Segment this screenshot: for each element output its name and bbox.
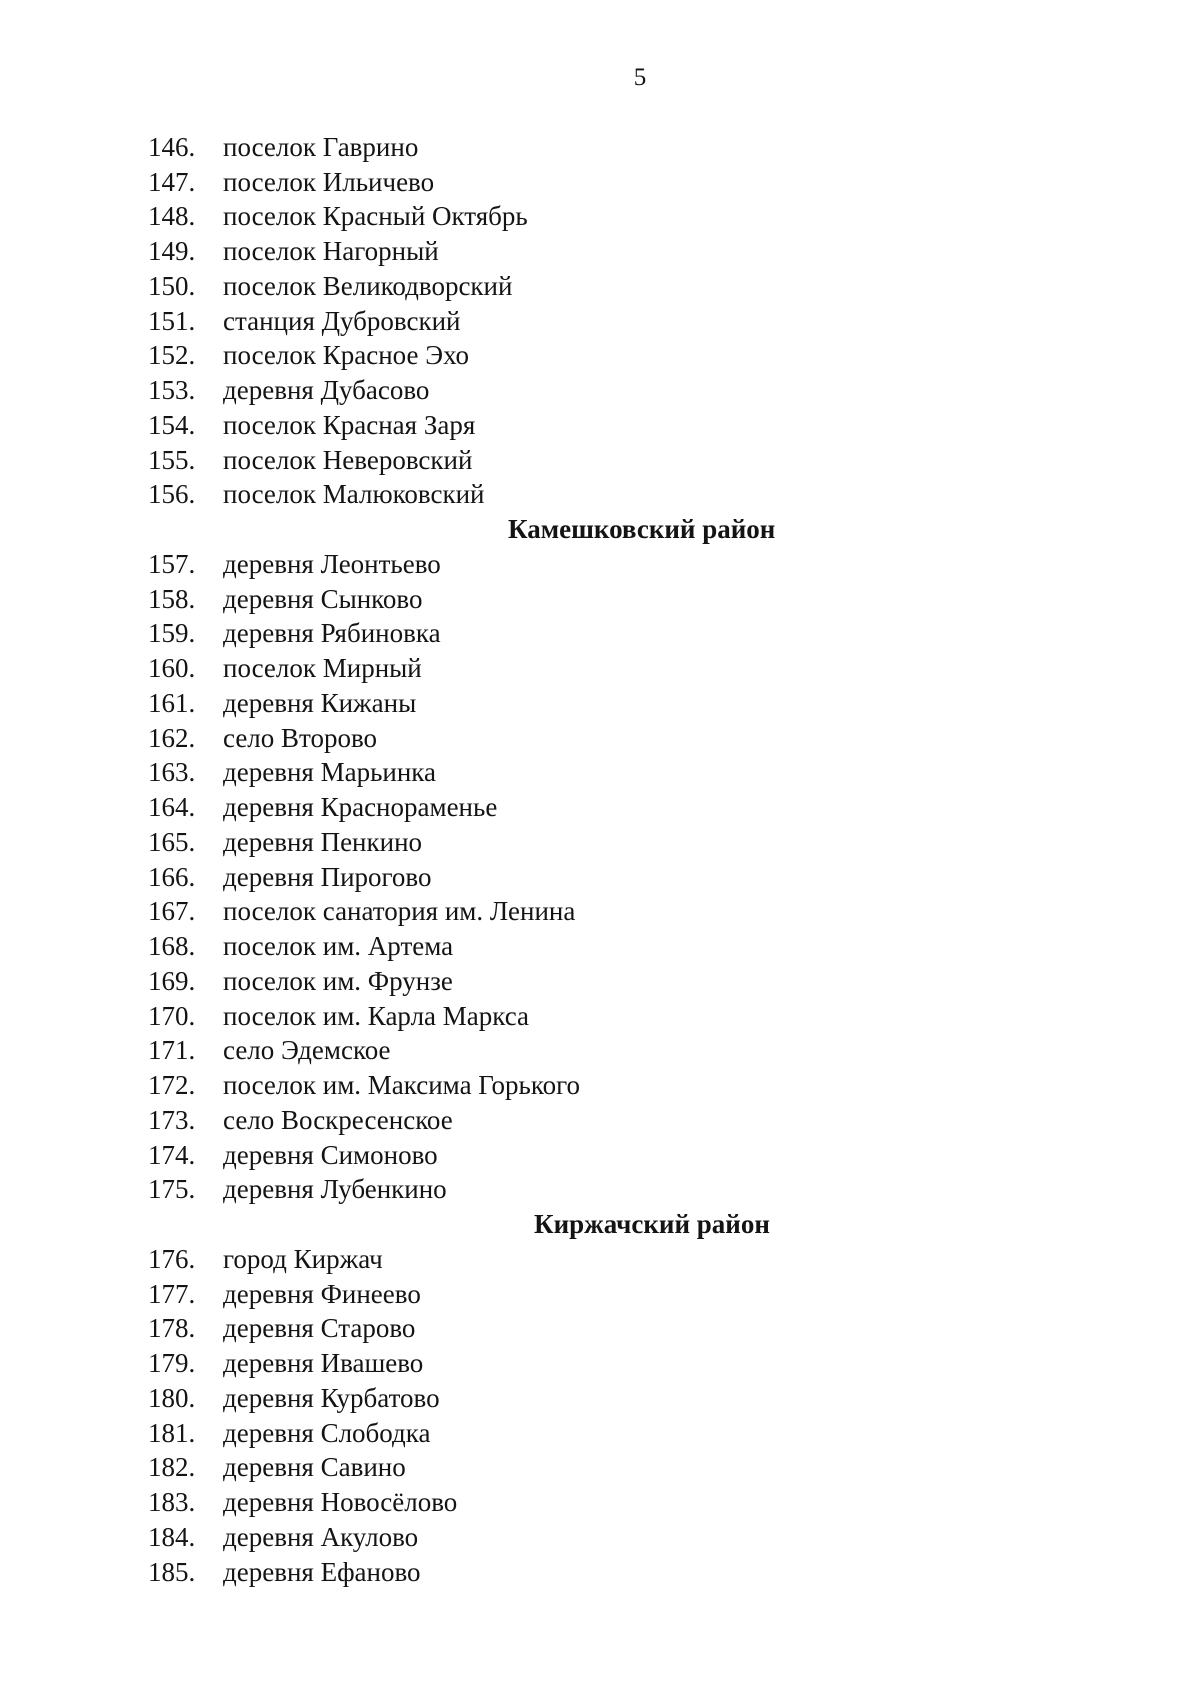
item-number: 180. <box>148 1382 196 1413</box>
item-number: 151. <box>148 305 196 336</box>
item-text: деревня Ивашево <box>223 1348 424 1379</box>
item-text: деревня Акулово <box>223 1521 419 1552</box>
item-text: поселок Нагорный <box>223 236 439 267</box>
item-text: деревня Пирогово <box>223 861 432 892</box>
list-item <box>148 1520 1048 1555</box>
list-item <box>148 269 1048 304</box>
list-item <box>148 1555 1048 1590</box>
list-item <box>148 1138 1048 1173</box>
item-number: 154. <box>148 409 196 440</box>
list-item <box>148 860 1048 895</box>
list-item <box>148 373 1048 408</box>
item-number: 149. <box>148 236 196 267</box>
list-item <box>148 895 1048 930</box>
item-number: 162. <box>148 722 196 753</box>
list-item <box>148 1451 1048 1486</box>
list-item <box>148 1416 1048 1451</box>
list-item <box>148 1242 1048 1277</box>
item-number: 176. <box>148 1243 196 1274</box>
list-item <box>148 547 1048 582</box>
item-number: 160. <box>148 653 196 684</box>
item-number: 167. <box>148 896 196 927</box>
list-item <box>148 1068 1048 1103</box>
item-number: 150. <box>148 270 196 301</box>
item-text: село Второво <box>223 722 378 753</box>
list-item <box>148 756 1048 791</box>
list-item <box>148 1034 1048 1069</box>
list-item <box>148 304 1048 339</box>
item-text: поселок Неверовский <box>223 444 473 475</box>
item-text: поселок Гаврино <box>223 131 419 162</box>
item-text: поселок Великодворский <box>223 270 513 301</box>
item-number: 181. <box>148 1417 196 1448</box>
list-item <box>148 686 1048 721</box>
item-text: деревня Слободка <box>223 1417 431 1448</box>
item-text: деревня Старово <box>223 1313 416 1344</box>
list-item <box>148 1103 1048 1138</box>
item-number: 148. <box>148 201 196 232</box>
item-text: село Воскресенское <box>223 1104 453 1135</box>
list-item <box>148 130 1048 165</box>
item-text: деревня Новосёлово <box>223 1487 458 1518</box>
list-item <box>148 200 1048 235</box>
item-text: деревня Сынково <box>223 583 423 614</box>
item-number: 172. <box>148 1070 196 1101</box>
settlement-list <box>148 130 1048 1590</box>
item-text: поселок им. Карла Маркса <box>223 1000 530 1031</box>
item-text: деревня Марьинка <box>223 757 436 788</box>
list-item <box>148 582 1048 617</box>
item-number: 152. <box>148 340 196 371</box>
item-text: деревня Ефаново <box>223 1556 421 1587</box>
item-text: поселок им. Максима Горького <box>223 1070 580 1101</box>
item-text: поселок Красный Октябрь <box>223 201 528 232</box>
item-number: 183. <box>148 1487 196 1518</box>
list-item <box>148 165 1048 200</box>
item-text: поселок Мирный <box>223 653 422 684</box>
item-text: поселок Красное Эхо <box>223 340 470 371</box>
item-text: деревня Леонтьево <box>223 548 441 579</box>
item-number: 173. <box>148 1104 196 1135</box>
list-item <box>148 443 1048 478</box>
list-item <box>148 964 1048 999</box>
list-item <box>148 408 1048 443</box>
item-number: 158. <box>148 583 196 614</box>
item-number: 164. <box>148 792 196 823</box>
list-item <box>148 617 1048 652</box>
item-number: 155. <box>148 444 196 475</box>
list-item <box>148 790 1048 825</box>
item-number: 174. <box>148 1139 196 1170</box>
item-number: 156. <box>148 479 196 510</box>
item-text: поселок им. Артема <box>223 931 454 962</box>
item-number: 168. <box>148 931 196 962</box>
item-number: 184. <box>148 1521 196 1552</box>
item-number: 147. <box>148 166 196 197</box>
list-item <box>148 234 1048 269</box>
item-text: поселок Ильичево <box>223 166 435 197</box>
list-item <box>148 1312 1048 1347</box>
item-text: поселок санатория им. Ленина <box>223 896 576 927</box>
item-number: 153. <box>148 375 196 406</box>
list-item <box>148 1277 1048 1312</box>
list-item <box>148 1346 1048 1381</box>
item-text: город Киржач <box>223 1243 383 1274</box>
item-number: 170. <box>148 1000 196 1031</box>
item-text: поселок им. Фрунзе <box>223 965 453 996</box>
item-text: деревня Рябиновка <box>223 618 441 649</box>
item-number: 177. <box>148 1278 196 1309</box>
item-number: 169. <box>148 965 196 996</box>
item-text: деревня Пенкино <box>223 826 423 857</box>
item-number: 178. <box>148 1313 196 1344</box>
list-item <box>148 929 1048 964</box>
item-text: поселок Малюковский <box>223 479 485 510</box>
item-text: деревня Курбатово <box>223 1382 440 1413</box>
item-number: 163. <box>148 757 196 788</box>
item-number: 185. <box>148 1556 196 1587</box>
list-item <box>148 651 1048 686</box>
list-item <box>148 1381 1048 1416</box>
item-text: деревня Савино <box>223 1452 406 1483</box>
item-number: 171. <box>148 1035 196 1066</box>
item-number: 161. <box>148 687 196 718</box>
item-text: деревня Кижаны <box>223 687 417 718</box>
section-heading: Камешковский район <box>508 514 776 545</box>
list-item <box>148 999 1048 1034</box>
list-item <box>148 478 1048 513</box>
item-text: деревня Дубасово <box>223 375 430 406</box>
item-number: 175. <box>148 1174 196 1205</box>
item-text: деревня Финеево <box>223 1278 421 1309</box>
item-text: деревня Симоново <box>223 1139 438 1170</box>
item-number: 159. <box>148 618 196 649</box>
item-number: 182. <box>148 1452 196 1483</box>
section-heading: Киржачский район <box>534 1209 770 1240</box>
item-number: 179. <box>148 1348 196 1379</box>
item-text: деревня Краснораменье <box>223 792 498 823</box>
list-item <box>148 1173 1048 1208</box>
list-item <box>148 339 1048 374</box>
list-item <box>148 721 1048 756</box>
item-text: село Эдемское <box>223 1035 391 1066</box>
item-number: 157. <box>148 548 196 579</box>
item-text: станция Дубровский <box>223 305 461 336</box>
item-text: деревня Лубенкино <box>223 1174 447 1205</box>
list-item <box>148 825 1048 860</box>
item-number: 166. <box>148 861 196 892</box>
item-number: 146. <box>148 131 196 162</box>
list-item <box>148 1485 1048 1520</box>
item-text: поселок Красная Заря <box>223 409 476 440</box>
item-number: 165. <box>148 826 196 857</box>
page-number: 5 <box>633 64 647 91</box>
